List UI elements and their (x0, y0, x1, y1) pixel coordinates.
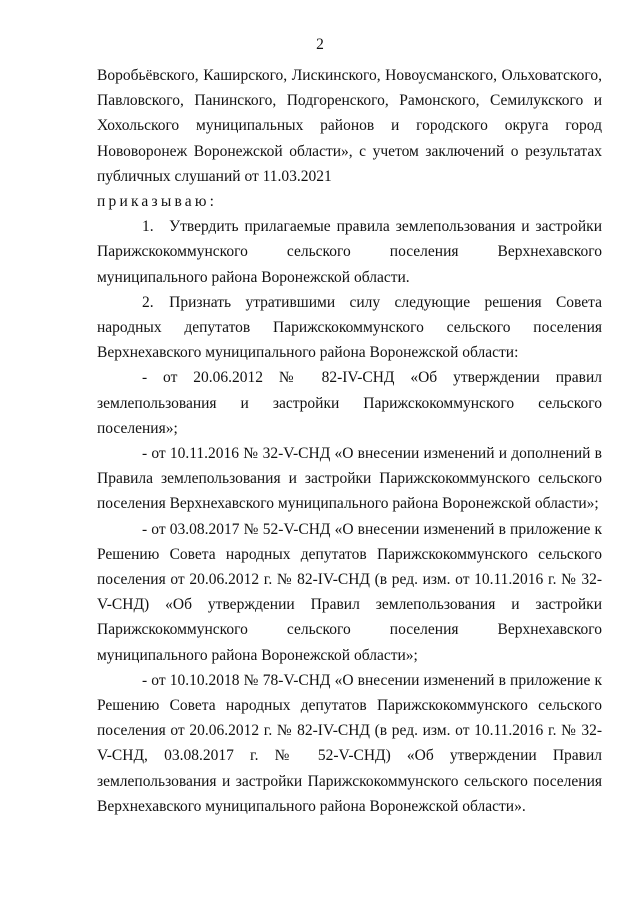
item-1-paragraph: 1. Утвердить прилагаемые правила землепользования и застройки Парижскокоммунского сельского поселения Верхнехавского муниципального района Воронежской области. (97, 218, 602, 286)
order-word: приказываю: (97, 193, 218, 211)
item-2-paragraph: 2. Признать утратившими силу следующие решения Совета народных депутатов Парижскокоммунского сельского поселения Верхнехавского муниципального района Воронежской области: (97, 293, 602, 362)
bullet-2-paragraph: - от 10.11.2016 № 32-V-СНД «О внесении изменений и дополнений в Правила землепользования и застройки Парижскокоммунского сельского поселения Верхнехавского муниципального района Воронежской области»; (97, 445, 602, 513)
intro-paragraph: Воробьёвского, Каширского, Лискинского, Новоусманского, Ольховатского, Павловского, Панинского, Подгоренского, Рамонского, Семилукского и Хохольского муниципальных районов и городского округа город Нововоронеж Воронежской области», с учетом заключений о результатах публичных слушаний от 11.03.2021 (97, 67, 602, 185)
bullet-4-paragraph: - от 10.10.2018 № 78-V-СНД «О внесении изменений в приложение к Решению Совета народных депутатов Парижскокоммунского сельского поселения от 20.06.2012 г. № 82-IV-СНД (в ред. изм. от 10.11.2016 г. № 32-V-СНД, 03.08.2017 г. № 52-V-СНД) «Об утверждении Правил землепользования и застройки Парижскокоммунского сельского поселения Верхнехавского муниципального района Воронежской области». (97, 671, 602, 815)
bullet-3-paragraph: - от 03.08.2017 № 52-V-СНД «О внесении изменений в приложение к Решению Совета народных депутатов Парижскокоммунского сельского поселения от 20.06.2012 г. № 82-IV-СНД (в ред. изм. от 10.11.2016 г. № 32-V-СНД) «Об утверждении Правил землепользования и застройки Парижскокоммунского сельского поселения Верхнехавского муниципального района Воронежской области»; (97, 520, 602, 664)
document-body (97, 63, 602, 819)
page-number: 2 (316, 36, 324, 53)
bullet-1-paragraph: - от 20.06.2012 № 82-IV-СНД «Об утверждении правил землепользования и застройки Парижскокоммунского сельского поселения»; (97, 369, 602, 437)
